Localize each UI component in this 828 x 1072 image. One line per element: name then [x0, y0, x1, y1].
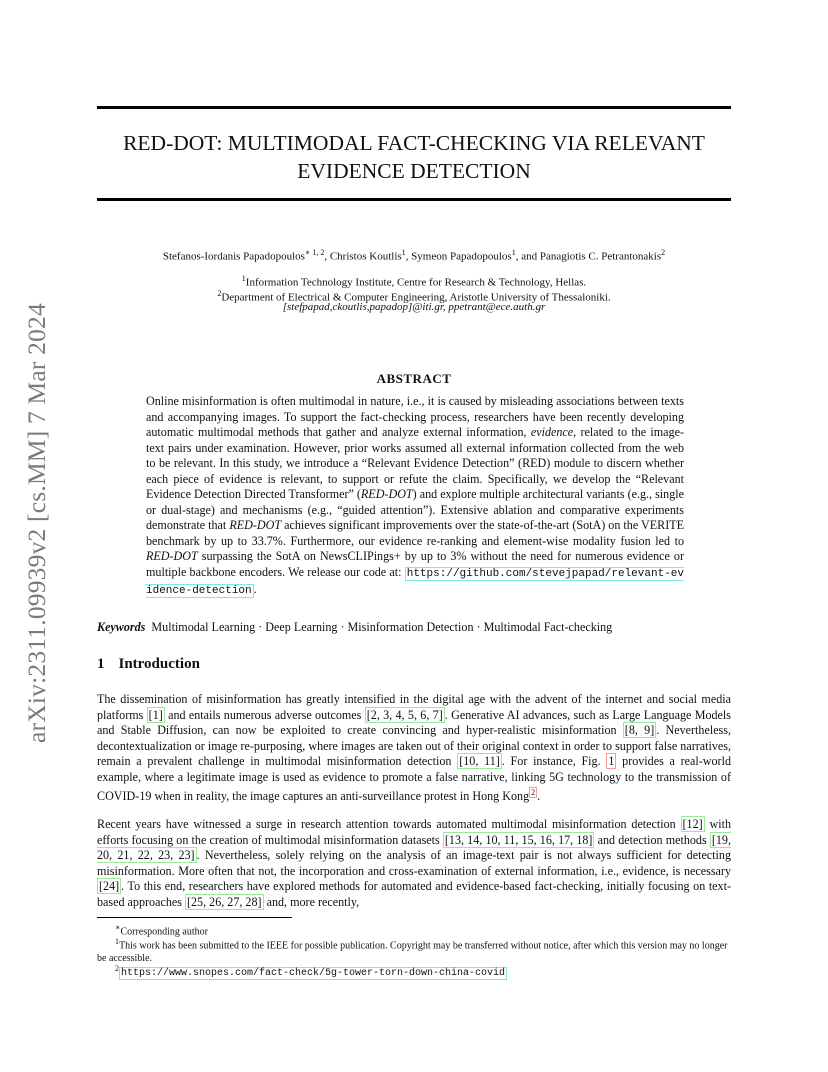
- abstract-text: [146, 394, 684, 600]
- citation-link[interactable]: [8, 9]: [624, 723, 655, 737]
- figure-reference-link[interactable]: 1: [608, 754, 615, 768]
- footnote-2-text: This work has been submitted to the IEEE for possible publication. Copyright may be transferred without notice, after which this version may no longer be accessible.: [97, 940, 728, 965]
- affiliation-1-text: Information Technology Institute, Centre for Research & Technology, Hellas.: [245, 276, 587, 289]
- footnote-3-url-link[interactable]: https://www.snopes.com/fact-check/5g-tower-torn-down-china-covid: [121, 968, 506, 980]
- para-text: .: [537, 789, 541, 804]
- citation-link[interactable]: [19, 20, 21, 22, 23, 23]: [97, 832, 731, 862]
- footnote-1-mark: ∗: [115, 923, 121, 932]
- author-1-sup: ∗ 1, 2: [304, 248, 325, 257]
- para-text: and, more recently,: [263, 894, 360, 909]
- affiliation-1-sup: 1: [241, 274, 246, 283]
- author-3: , Symeon Papadopoulos: [405, 250, 512, 263]
- footnote-rule: [97, 917, 292, 918]
- author-4: , and Panagiotis C. Petrantonakis: [515, 250, 662, 263]
- section-heading-introduction: [97, 656, 200, 673]
- citation-link[interactable]: [24]: [99, 879, 120, 893]
- intro-paragraph-2: [97, 817, 731, 910]
- footnote-3: [97, 962, 731, 980]
- title-top-rule: [97, 106, 731, 109]
- para-text: . Nevertheless, solely relying on the analysis of an image-text pair is not always sufficient for detecting misinformation. More often that not, the incorporation and cross-examination of external information, i.e., evidence, is necessary: [97, 848, 731, 878]
- footnote-2: [97, 935, 731, 965]
- author-4-sup: 2: [661, 248, 666, 257]
- keywords-label: Keywords: [97, 620, 146, 634]
- para-text: The dissemination of misinformation has greatly intensified in the digital age with the advent of the internet and social media platforms: [97, 692, 731, 722]
- para-text: and entails numerous adverse outcomes: [164, 707, 365, 722]
- para-text: with efforts focusing on the creation of multimodal misinformation datasets: [97, 817, 731, 847]
- footnote-1-text: Corresponding author: [120, 926, 208, 938]
- citation-link[interactable]: [25, 26, 27, 28]: [186, 894, 262, 909]
- section-title: Introduction: [118, 656, 200, 672]
- keywords-line: [97, 619, 731, 635]
- code-repository-link[interactable]: https://github.com/stevejpapad/relevant-evidence-detection: [146, 567, 684, 597]
- para-text: provides a real-world example, where a legitimate image is used as evidence to promote a false narrative, linking 5G technology to the transmission of COVID-19 when in reality, the image captures an anti-surveillance protest in Hong Kong: [97, 754, 731, 804]
- title-bottom-rule: [97, 198, 731, 201]
- abstract-end: .: [253, 582, 257, 596]
- abstract-emph: RED-DOT: [229, 518, 282, 532]
- affiliation-2-sup: 2: [217, 289, 222, 298]
- abstract-seg: Online misinformation is often multimodal in nature, i.e., it is caused by misleading associations between texts and accompanying images. To support the fact-checking process, researchers have been recently developing automatic multimodal methods that gather and analyze external information,: [146, 394, 684, 439]
- abstract-heading: ABSTRACT: [376, 371, 452, 386]
- abstract-emph: RED-DOT: [360, 487, 413, 501]
- intro-paragraph-1: [97, 692, 731, 805]
- abstract-emph: evidence: [530, 425, 574, 439]
- citation-link[interactable]: [2, 3, 4, 5, 6, 7]: [366, 707, 443, 722]
- section-number: 1: [97, 656, 105, 672]
- author-1: Stefanos-Iordanis Papadopoulos: [162, 250, 305, 263]
- para-text: Recent years have witnessed a surge in research attention towards automated multimodal misinformation detection: [97, 817, 681, 831]
- footnote-reference-link[interactable]: 2: [531, 788, 536, 797]
- author-2-sup: 1: [401, 248, 406, 257]
- citation-link[interactable]: [12]: [682, 817, 703, 831]
- para-text: and detection methods: [594, 832, 710, 847]
- footnote-3-mark: 2: [115, 964, 119, 973]
- footnote-2-mark: 1: [115, 937, 119, 946]
- para-text: . Generative AI advances, such as Large Language Models and Stable Diffusion, can now be exploited to create convincing and hyper-realistic misinformation: [97, 707, 731, 737]
- arxiv-id: arXiv:2311.09939v2 [cs.MM] 7 Mar 2024: [22, 302, 51, 743]
- abstract-seg: , related to the image-text pairs under examination. However, prior works assumed all external information collected from the web to be relevant. In this study, we introduce a “Relevant Evidence Detection” (RED) module to discern whether each piece of evidence is relevant, to support or refute the claim. Specifically, we develop the “Relevant Evidence Detection Directed Transformer” (: [146, 425, 684, 501]
- keywords-text: Multimodal Learning · Deep Learning · Misinformation Detection · Multimodal Fact-checking: [151, 620, 613, 634]
- paper-title-line-1: RED-DOT: MULTIMODAL FACT-CHECKING VIA RELEVANT: [123, 131, 705, 155]
- abstract-seg: ) and explore multiple architectural variants (e.g., single or dual-stage) and mechanisms (e.g., “guided attention”). Extensive ablation and comparative experiments demonstrate that: [146, 487, 684, 532]
- citation-link[interactable]: [1]: [148, 707, 163, 722]
- affiliation-2-text: Department of Electrical & Computer Engineering, Aristotle University of Thessaloniki.: [221, 291, 611, 304]
- author-3-sup: 1: [511, 248, 516, 257]
- abstract-emph: RED-DOT: [146, 549, 198, 563]
- paper-title-line-2: EVIDENCE DETECTION: [297, 159, 531, 183]
- citation-link[interactable]: [10, 11]: [459, 754, 500, 768]
- abstract-seg: achieves significant improvements over the state-of-the-art (SotA) on the VERITE benchmark by up to 33.7%. Furthermore, our evidence re-ranking and element-wise modality fusion led to: [146, 518, 684, 548]
- author-2: , Christos Koutlis: [324, 250, 402, 263]
- author-list: [97, 245, 731, 265]
- citation-link[interactable]: [13, 14, 10, 11, 15, 16, 17, 18]: [444, 832, 593, 847]
- author-emails: [stefpapad,ckoutlis,papadop]@iti.gr, ppetrant@ece.auth.gr: [282, 301, 546, 313]
- abstract-seg: surpassing the SotA on NewsCLIPings+ by up to 3% without the need for numerous evidence or multiple backbone encoders. We release our code at:: [146, 549, 684, 579]
- arxiv-stamp: [18, 285, 56, 760]
- para-text: . For instance, Fig.: [501, 754, 607, 768]
- para-text: . To this end, researchers have explored methods for automated and evidence-based fact-checking, initially focusing on text-based approaches: [97, 879, 731, 909]
- para-text: . Nevertheless, decontextualization or image re-purposing, where images are taken out of their original context in order to support false narratives, remain a prevalent challenge in multimodal misinformation detection: [97, 723, 731, 768]
